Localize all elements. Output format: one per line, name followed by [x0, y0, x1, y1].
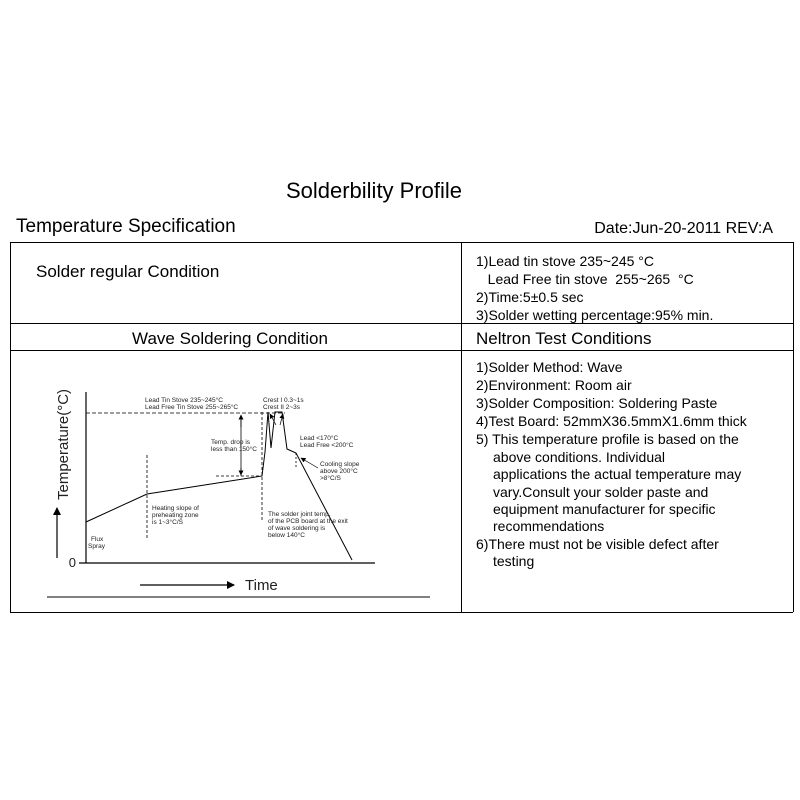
y-axis-label: Temperature(°C) [55, 388, 72, 500]
cooling-label: >8°C/S [320, 475, 341, 482]
heating-label: is 1~3°C/S [152, 519, 183, 526]
temp-drop-label: less than 150°C [211, 446, 257, 453]
regular-condition-label: Solder regular Condition [36, 262, 220, 281]
heating-label: Heating slope of [152, 505, 199, 512]
condition-line: equipment manufacturer for specific [493, 501, 716, 517]
table-bottom-border [10, 612, 793, 613]
wave-soldering-profile-diagram [0, 352, 461, 610]
table-top-border [10, 242, 793, 243]
condition-line: 5) This temperature profile is based on the [476, 431, 739, 447]
joint-temp-label: The solder joint temp. [268, 511, 331, 518]
spec-line: 3)Solder wetting percentage:95% min. [476, 307, 714, 323]
section-title: Temperature Specification [16, 216, 236, 237]
flux-spray-label: Spray [88, 543, 105, 550]
stove-lead-free-label: Lead Free Tin Stove 255~265°C [145, 404, 239, 411]
lead-free-limit-label: Lead Free <200°C [300, 442, 354, 449]
wave-soldering-header: Wave Soldering Condition [132, 329, 328, 348]
condition-line: recommendations [493, 518, 605, 534]
condition-line: 6)There must not be visible defect after [476, 536, 719, 552]
condition-line: 3)Solder Composition: Soldering Paste [476, 395, 718, 411]
cooling-label: Cooling slope [320, 461, 360, 468]
condition-line: 4)Test Board: 52mmX36.5mmX1.6mm thick [476, 413, 747, 429]
x-axis-label: Time [245, 577, 278, 594]
date-revision: Date:Jun-20-2011 REV:A [594, 220, 773, 237]
crest-1-pointer [270, 414, 276, 425]
spec-line: 1)Lead tin stove 235~245 °C [476, 253, 655, 269]
table-column-divider [461, 242, 462, 612]
lead-limit-label: Lead <170°C [300, 435, 339, 442]
spec-line: 2)Time:5±0.5 sec [476, 289, 584, 305]
crest-1-label: Crest I 0.3~1s [263, 397, 304, 404]
temp-drop-label: Temp. drop is [211, 439, 251, 446]
table-right-border [793, 242, 794, 612]
crest-2-label: Crest II 2~3s [263, 404, 301, 411]
condition-line: 1)Solder Method: Wave [476, 359, 623, 375]
heating-label: preheating zone [152, 512, 199, 519]
spec-line: Lead Free tin stove 255~265 °C [476, 271, 694, 287]
test-conditions-header: Neltron Test Conditions [476, 329, 652, 348]
condition-line: testing [493, 553, 535, 569]
condition-line: above conditions. Individual [493, 449, 666, 465]
condition-line: vary.Consult your solder paste and [493, 484, 709, 500]
page-title: Solderbility Profile [285, 178, 463, 203]
condition-line: applications the actual temperature may [493, 466, 742, 482]
condition-line: 2)Environment: Room air [476, 377, 632, 393]
joint-temp-label: below 140°C [268, 532, 305, 539]
cooling-label: above 200°C [320, 468, 358, 475]
origin-label: 0 [68, 555, 76, 570]
stove-lead-label: Lead Tin Stove 235~245°C [145, 397, 223, 404]
joint-temp-label: of the PCB board at the exit [268, 518, 348, 525]
joint-temp-label: of wave soldering is [268, 525, 326, 532]
table-header-divider [10, 350, 793, 351]
flux-spray-label: Flux [91, 536, 104, 543]
